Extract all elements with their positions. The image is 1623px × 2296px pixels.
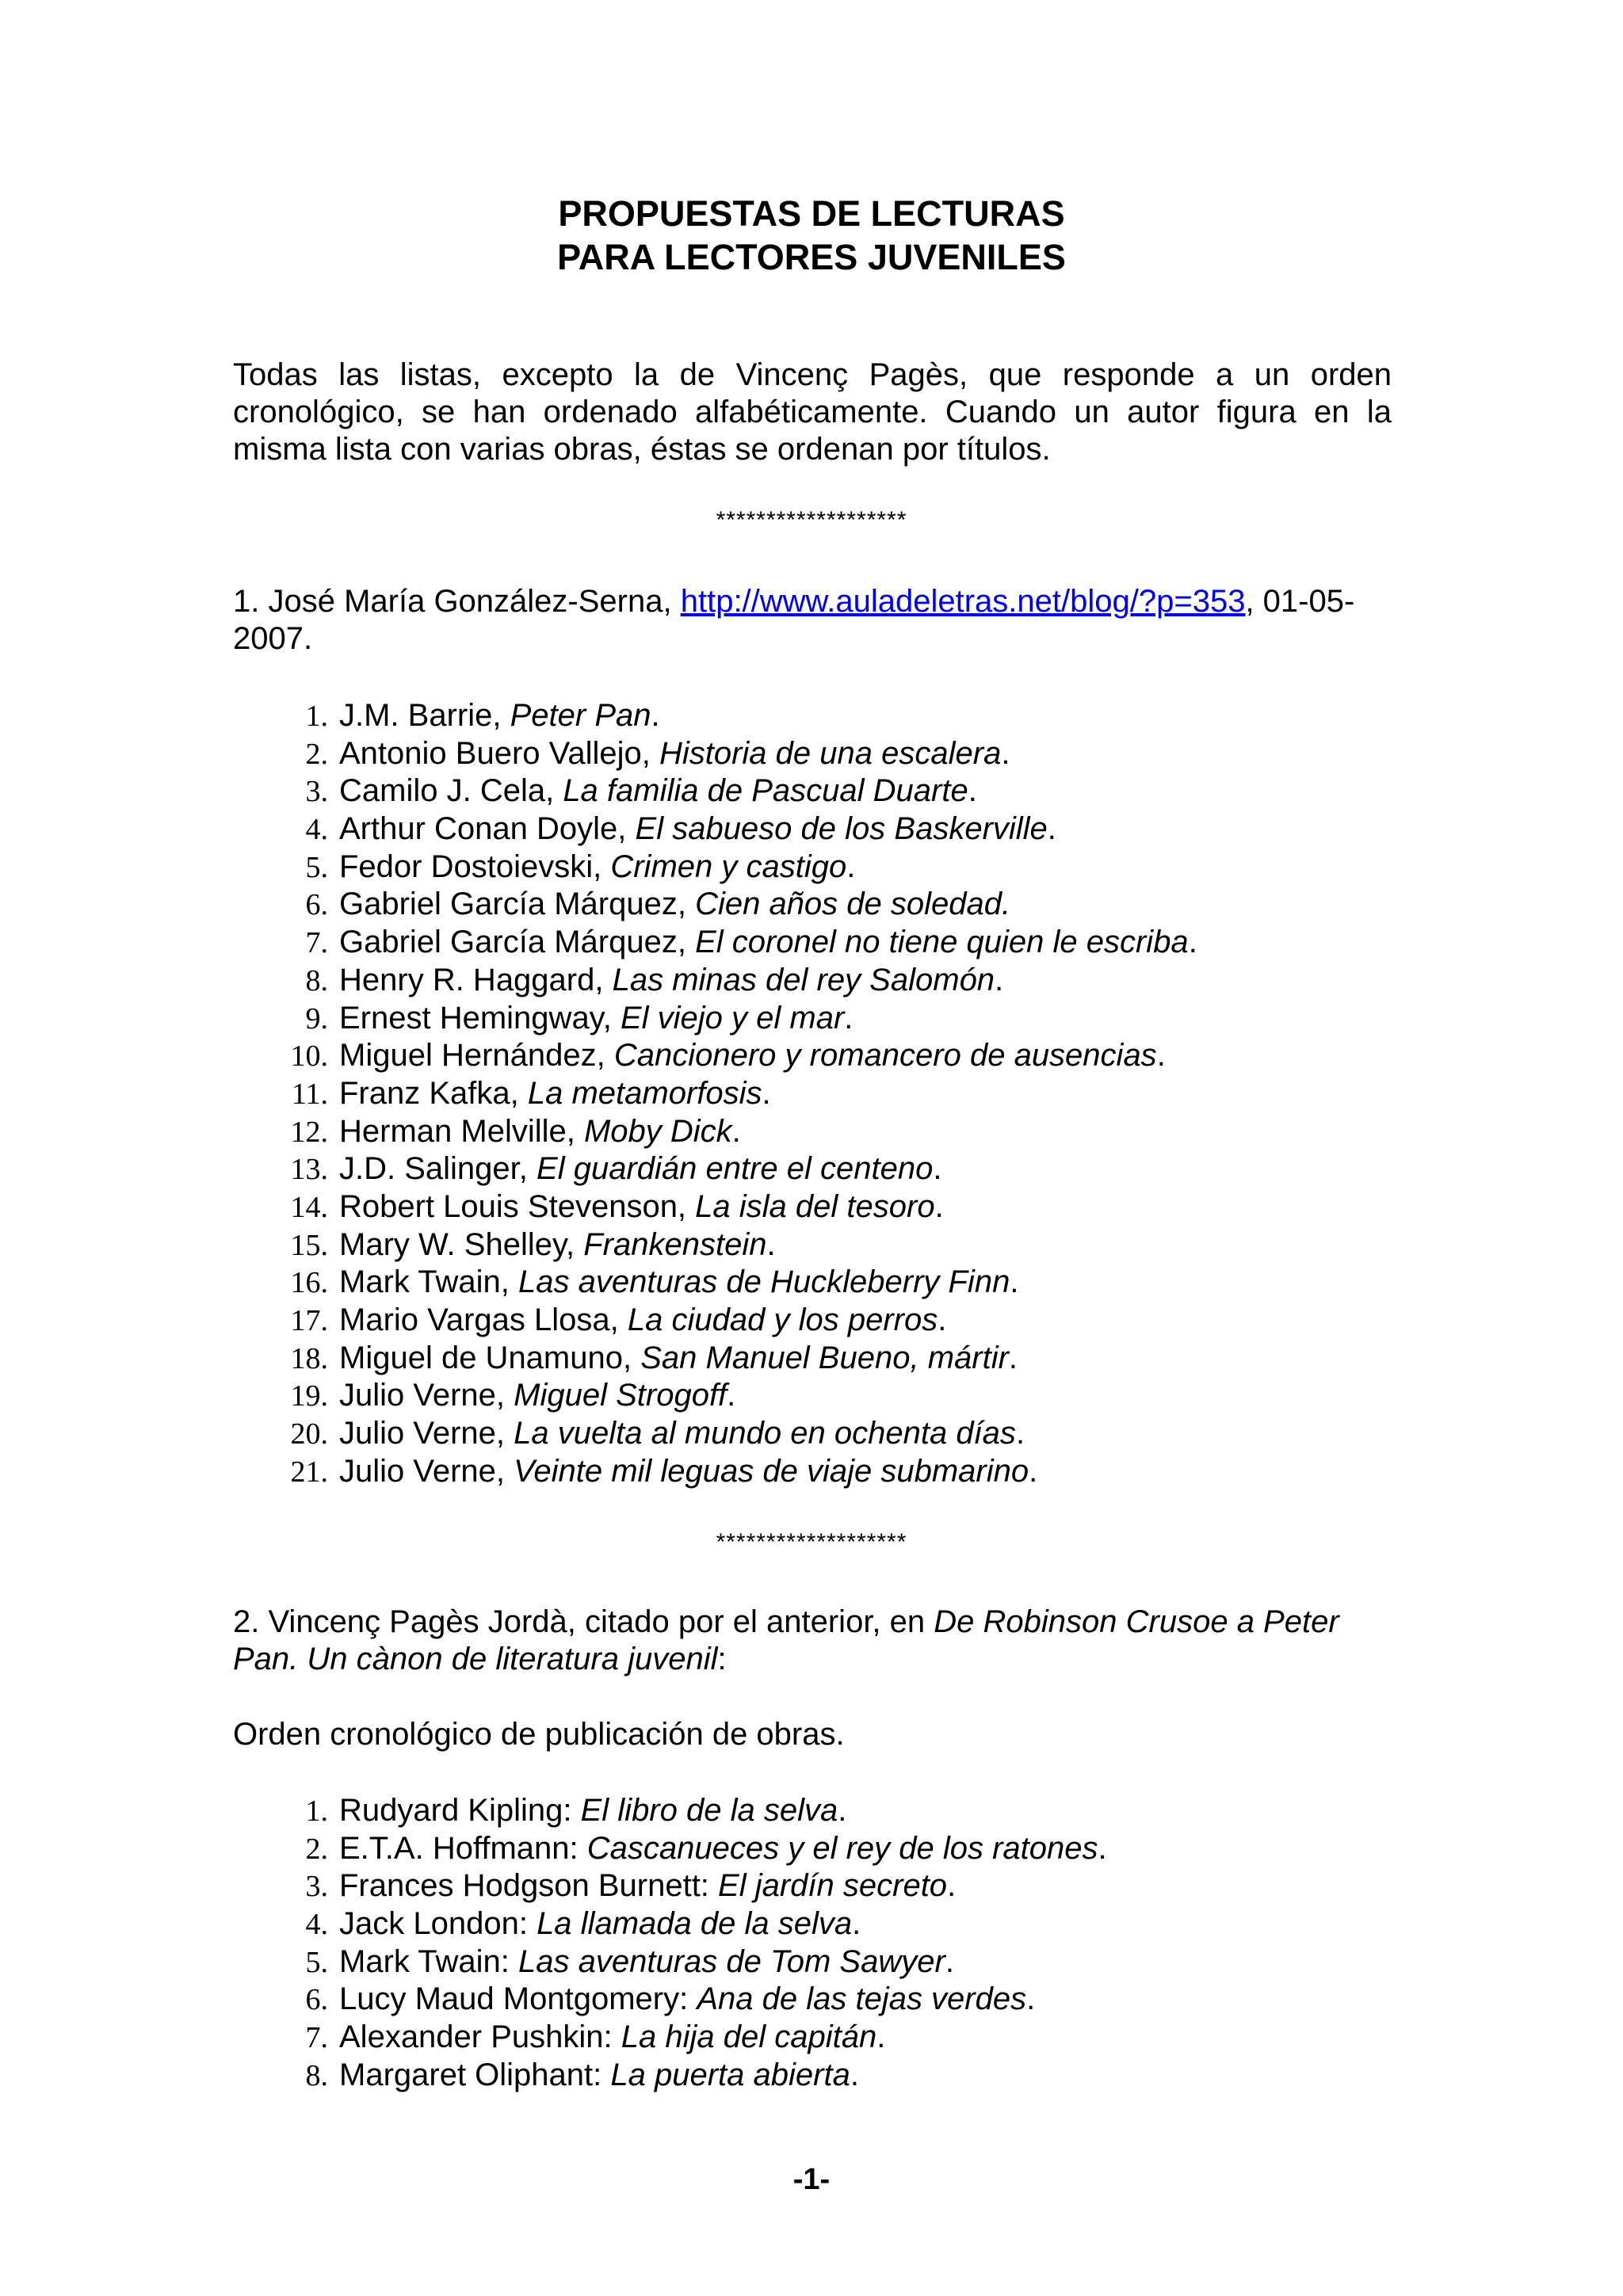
item-number: 6. xyxy=(305,1983,328,2017)
item-work: San Manuel Bueno, mártir xyxy=(640,1340,1009,1375)
item-work: La hija del capitán xyxy=(621,2019,877,2055)
item-number: 16. xyxy=(290,1266,328,1300)
list-item xyxy=(269,2019,1395,2057)
list-item xyxy=(269,1264,1395,1302)
item-number: 8. xyxy=(305,2058,328,2092)
item-number: 15. xyxy=(290,1228,328,1262)
section1-heading xyxy=(233,583,1392,658)
item-work: Cien años de soledad. xyxy=(695,887,1011,922)
item-work: Moby Dick xyxy=(583,1113,732,1149)
section1-link[interactable]: http://www.auladeletras.net/blog/?p=353 xyxy=(680,584,1246,619)
list-item xyxy=(269,1453,1395,1491)
item-number: 1. xyxy=(305,1794,328,1828)
item-author: Miguel Hernández, xyxy=(339,1038,614,1074)
item-author: Arthur Conan Doyle, xyxy=(339,811,636,847)
item-work: Las aventuras de Huckleberry Finn xyxy=(518,1264,1010,1300)
section2-heading-work: De Robinson Crusoe a Peter Pan. Un cànon de literatura juvenil xyxy=(233,1604,1339,1676)
section2-subheading: Orden cronológico de publicación de obras. xyxy=(233,1717,845,1752)
item-number: 2. xyxy=(305,737,328,771)
item-number: 1. xyxy=(305,700,328,733)
item-number: 2. xyxy=(305,1832,328,1866)
item-author: Alexander Pushkin: xyxy=(339,2019,621,2055)
item-number: 11. xyxy=(291,1077,328,1111)
item-author: Jack London: xyxy=(339,1906,537,1942)
item-number: 7. xyxy=(305,2021,328,2055)
list-item xyxy=(269,1340,1395,1378)
item-work: Cascanueces y el rey de los ratones xyxy=(586,1830,1098,1866)
item-author: Fedor Dostoievski, xyxy=(339,849,611,884)
item-work: La ciudad y los perros xyxy=(627,1302,938,1337)
list-item xyxy=(269,1188,1395,1226)
item-author: Robert Louis Stevenson, xyxy=(339,1188,696,1224)
item-end: . xyxy=(852,1906,861,1942)
item-number: 12. xyxy=(290,1115,328,1149)
item-end: . xyxy=(1008,1340,1018,1375)
item-end: . xyxy=(838,1793,847,1828)
item-number: 19. xyxy=(290,1379,328,1413)
item-end: . xyxy=(846,849,856,884)
item-work: La familia de Pascual Duarte xyxy=(563,773,968,809)
item-end: . xyxy=(1026,1981,1036,2017)
section2-heading-prefix: 2. Vincenç Pagès Jordà, citado por el anterior, en xyxy=(233,1604,934,1639)
item-author: Henry R. Haggard, xyxy=(339,962,613,997)
item-number: 14. xyxy=(290,1190,328,1224)
item-end: . xyxy=(968,773,977,809)
title-line-2: PARA LECTORES JUVENILES xyxy=(557,237,1066,277)
item-work: El viejo y el mar xyxy=(620,1000,845,1035)
list-item xyxy=(269,697,1395,735)
item-author: Mark Twain, xyxy=(339,1264,518,1300)
item-author: Julio Verne, xyxy=(339,1453,514,1489)
item-author: Miguel de Unamuno, xyxy=(339,1340,641,1375)
item-author: Gabriel García Márquez, xyxy=(339,925,696,960)
item-author: Franz Kafka, xyxy=(339,1075,528,1111)
item-end: . xyxy=(1029,1453,1038,1489)
item-author: Herman Melville, xyxy=(339,1113,584,1149)
item-number: 20. xyxy=(290,1417,328,1451)
item-number: 7. xyxy=(305,926,328,960)
item-work: Veinte mil leguas de viaje submarino xyxy=(514,1453,1029,1489)
item-number: 21. xyxy=(290,1455,328,1489)
item-work: La puerta abierta xyxy=(610,2057,850,2092)
item-number: 3. xyxy=(305,775,328,809)
list-item xyxy=(269,1226,1395,1264)
item-author: Camilo J. Cela, xyxy=(339,773,563,809)
item-number: 18. xyxy=(290,1341,328,1375)
item-author: Ernest Hemingway, xyxy=(339,1000,621,1035)
item-end: . xyxy=(947,1868,957,1904)
list-item xyxy=(269,1867,1395,1905)
item-end: . xyxy=(844,1000,854,1035)
list-item xyxy=(269,2057,1395,2095)
item-end: . xyxy=(1098,1830,1107,1866)
list-item xyxy=(269,1150,1395,1188)
item-end: . xyxy=(766,1226,776,1262)
item-end: . xyxy=(727,1378,736,1413)
item-work: El coronel no tiene quien le escriba xyxy=(695,925,1189,960)
item-number: 5. xyxy=(305,1945,328,1979)
item-end: . xyxy=(651,698,660,733)
separator: ******************* xyxy=(716,1529,907,1555)
item-work: Historia de una escalera xyxy=(659,735,1002,771)
item-number: 6. xyxy=(305,888,328,922)
item-work: La vuelta al mundo en ochenta días xyxy=(514,1416,1016,1451)
item-author: Antonio Buero Vallejo, xyxy=(339,735,659,771)
section1-heading-prefix: 1. José María González-Serna, xyxy=(233,584,681,619)
item-end: . xyxy=(876,2019,886,2055)
item-number: 10. xyxy=(290,1039,328,1074)
item-author: J.D. Salinger, xyxy=(339,1151,537,1187)
item-author: Mario Vargas Llosa, xyxy=(339,1302,628,1337)
item-number: 4. xyxy=(305,1908,328,1942)
section2-list xyxy=(269,1792,1395,2095)
list-item xyxy=(269,1302,1395,1340)
item-author: Julio Verne, xyxy=(339,1416,514,1451)
item-end: . xyxy=(1047,811,1056,847)
separator: ******************* xyxy=(716,507,907,533)
item-end: . xyxy=(850,2057,859,2092)
item-work: Ana de las tejas verdes xyxy=(697,1981,1027,2017)
list-item xyxy=(269,1415,1395,1453)
list-item xyxy=(269,772,1395,810)
item-end: . xyxy=(933,1151,942,1187)
item-author: Mary W. Shelley, xyxy=(339,1226,584,1262)
list-item xyxy=(269,1905,1395,1943)
item-work: Las aventuras de Tom Sawyer xyxy=(518,1943,945,1979)
item-end: . xyxy=(995,962,1004,997)
item-author: Gabriel García Márquez, xyxy=(339,887,696,922)
list-item xyxy=(269,810,1395,849)
item-work: Frankenstein xyxy=(583,1226,767,1262)
item-author: Julio Verne, xyxy=(339,1378,514,1413)
item-end: . xyxy=(762,1075,771,1111)
item-number: 5. xyxy=(305,850,328,884)
section1-heading-suffix: , 01-05-2007. xyxy=(233,584,1355,656)
document-title xyxy=(0,192,1623,279)
item-work: Miguel Strogoff xyxy=(514,1378,727,1413)
item-work: El guardián entre el centeno xyxy=(537,1151,934,1187)
item-author: Margaret Oliphant: xyxy=(339,2057,611,2092)
item-work: La isla del tesoro xyxy=(695,1188,935,1224)
list-item xyxy=(269,1113,1395,1151)
section2-heading-suffix: : xyxy=(717,1642,727,1676)
item-work: La llamada de la selva xyxy=(537,1906,853,1942)
item-author: Lucy Maud Montgomery: xyxy=(339,1981,697,2017)
item-work: El jardín secreto xyxy=(718,1868,948,1904)
list-item xyxy=(269,962,1395,1000)
list-item xyxy=(269,924,1395,962)
list-item xyxy=(269,886,1395,924)
item-end: . xyxy=(731,1113,741,1149)
list-item xyxy=(269,1943,1395,1981)
item-number: 8. xyxy=(305,963,328,997)
item-author: Rudyard Kipling: xyxy=(339,1793,581,1828)
item-author: J.M. Barrie, xyxy=(339,698,510,733)
item-author: E.T.A. Hoffmann: xyxy=(339,1830,587,1866)
list-item xyxy=(269,1377,1395,1415)
section2-heading xyxy=(233,1604,1392,1678)
item-end: . xyxy=(938,1302,947,1337)
item-author: Frances Hodgson Burnett: xyxy=(339,1868,719,1904)
item-author: Mark Twain: xyxy=(339,1943,518,1979)
list-item xyxy=(269,1037,1395,1075)
item-work: El libro de la selva xyxy=(580,1793,838,1828)
item-number: 4. xyxy=(305,813,328,847)
item-end: . xyxy=(945,1943,954,1979)
item-work: Las minas del rey Salomón xyxy=(612,962,995,997)
list-item xyxy=(269,1075,1395,1113)
page-number: -1- xyxy=(792,2163,831,2196)
item-number: 9. xyxy=(305,1001,328,1035)
list-item xyxy=(269,1981,1395,2019)
item-end: . xyxy=(1188,925,1197,960)
item-end: . xyxy=(1001,735,1010,771)
item-work: El sabueso de los Baskerville xyxy=(635,811,1048,847)
section1-list xyxy=(269,697,1395,1490)
intro-paragraph: Todas las listas, excepto la de Vincenç Pagès, que responde a un orden cronológico, se han ordenado alfabéticamente. Cuando un autor figura en la misma lista con varias obras, éstas se ordenan por títulos. xyxy=(233,357,1392,467)
item-number: 17. xyxy=(290,1304,328,1337)
list-item xyxy=(269,1792,1395,1830)
item-work: Crimen y castigo xyxy=(610,849,847,884)
list-item xyxy=(269,1830,1395,1868)
list-item xyxy=(269,1000,1395,1038)
item-work: Peter Pan xyxy=(510,698,651,733)
item-end: . xyxy=(1010,1264,1019,1300)
list-item xyxy=(269,735,1395,773)
item-end: . xyxy=(1015,1416,1025,1451)
item-number: 13. xyxy=(290,1153,328,1187)
title-line-1: PROPUESTAS DE LECTURAS xyxy=(558,193,1065,234)
item-work: La metamorfosis xyxy=(527,1075,762,1111)
list-item xyxy=(269,849,1395,887)
item-work: Cancionero y romancero de ausencias xyxy=(613,1038,1157,1074)
item-number: 3. xyxy=(305,1870,328,1904)
item-end: . xyxy=(934,1188,944,1224)
item-end: . xyxy=(1156,1038,1166,1074)
